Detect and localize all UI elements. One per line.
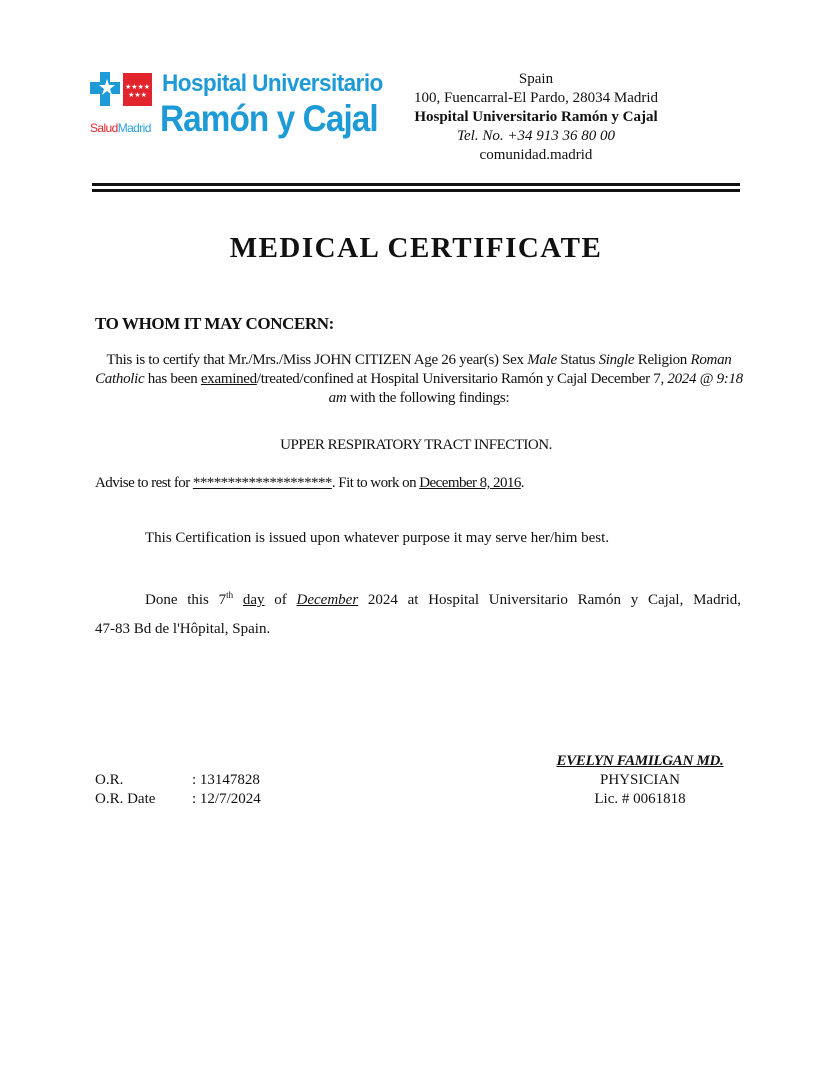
- rest-period: ********************: [192, 475, 332, 491]
- or-date: : 12/7/2024: [192, 791, 261, 807]
- issuance-statement: Done this 7th day of December 2024 at Hospital Universitario Ramón y Cajal, Madrid, 47-83 Bd de l'Hôpital, Spain.: [95, 590, 741, 637]
- address-telephone: Tel. No. +34 913 36 80 00: [457, 128, 615, 144]
- issuance-purpose: This Certification is issued upon whatever purpose it may serve her/him best.: [145, 530, 610, 546]
- exam-datetime: 2024 @ 9:18 am: [328, 371, 743, 406]
- hospital-address: [380, 70, 692, 165]
- patient-sex: Male: [527, 352, 557, 368]
- salud-madrid-label: SaludMadrid: [90, 121, 151, 135]
- logo-title-line1: Hospital Universitario: [162, 70, 383, 97]
- issue-month: December: [296, 592, 359, 608]
- header-divider-bottom: [92, 189, 740, 192]
- physician-license: Lic. # 0061818: [594, 791, 686, 807]
- physician-title: PHYSICIAN: [599, 772, 680, 788]
- header-divider-top: [92, 183, 740, 186]
- patient-status: Single: [598, 352, 635, 368]
- fit-to-work-date: December 8, 2016: [419, 475, 521, 491]
- diagnosis-finding: UPPER RESPIRATORY TRACT INFECTION.: [280, 437, 552, 453]
- official-receipt-info: [95, 771, 261, 809]
- logo-title-line2: Ramón y Cajal: [160, 98, 378, 139]
- physician-name: EVELYN FAMILGAN MD.: [556, 753, 724, 769]
- physician-signature-block: [540, 752, 740, 809]
- address-street: 100, Fuencarral-El Pardo, 28034 Madrid: [413, 90, 659, 106]
- address-website: comunidad.madrid: [479, 147, 593, 163]
- address-country: Spain: [518, 71, 554, 87]
- madrid-flag-icon: ★★★★ ★★★: [123, 73, 152, 106]
- patient-name: JOHN CITIZEN: [314, 352, 412, 368]
- or-label: O.R.: [95, 772, 124, 788]
- patient-religion: Roman Catholic: [95, 352, 732, 387]
- action-examined: examined: [200, 371, 257, 387]
- address-hospital-name: Hospital Universitario Ramón y Cajal: [414, 109, 658, 125]
- rest-advice: Advise to rest for ********************. Fit to work on December 8, 2016.: [95, 475, 524, 491]
- salud-madrid-cross-icon: [90, 72, 122, 108]
- or-number: : 13147828: [192, 772, 260, 788]
- patient-age: 26: [441, 352, 456, 368]
- document-title: MEDICAL CERTIFICATE: [229, 232, 603, 264]
- certification-paragraph: This is to certify that Mr./Mrs./Miss JOHN CITIZEN Age 26 year(s) Sex Male Status Single Religion Roman Catholic has been examined/treated/confined at Hospital Universitario Ramón y Cajal December 7, 2024 @ 9:18 am with the following findings:: [95, 352, 743, 406]
- salutation: TO WHOM IT MAY CONCERN:: [95, 314, 334, 333]
- hospital-logo: [90, 70, 383, 140]
- or-date-label: O.R. Date: [95, 791, 156, 807]
